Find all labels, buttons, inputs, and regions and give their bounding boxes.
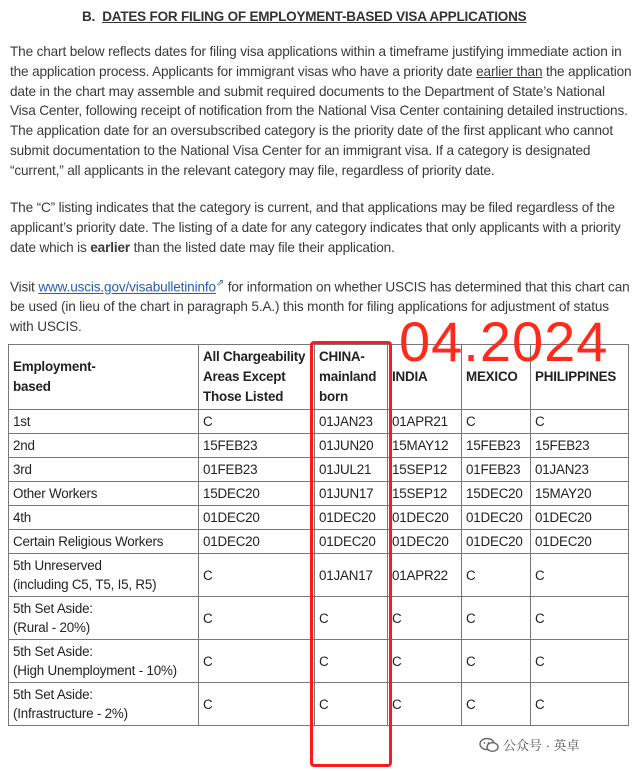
row-date-cell: C [199, 640, 315, 683]
row-category: 5th Set Aside: (Infrastructure - 2%) [9, 683, 199, 726]
row-date-cell: 01DEC20 [199, 506, 315, 530]
header-philippines: PHILIPPINES [531, 345, 629, 410]
row-date-cell: C [531, 640, 629, 683]
row-date-cell: 15FEB23 [199, 434, 315, 458]
row-date-cell: C [315, 640, 388, 683]
bulletin-date-stamp: 04.2024 [399, 310, 609, 373]
row-date-cell: C [531, 554, 629, 597]
row-date-cell: C [315, 597, 388, 640]
row-date-cell: 01DEC20 [315, 530, 388, 554]
section-title: DATES FOR FILING OF EMPLOYMENT-BASED VISA APPLICATIONS [102, 9, 527, 24]
row-date-cell: 15FEB23 [531, 434, 629, 458]
row-date-cell: 15FEB23 [462, 434, 531, 458]
wechat-icon [479, 737, 499, 753]
intro-paragraph [10, 42, 632, 181]
header-mexico: MEXICO [462, 345, 531, 410]
row-category: 4th [9, 506, 199, 530]
row-date-cell: 01JAN17 [315, 554, 388, 597]
row-date-cell: C [199, 410, 315, 434]
header-all-chargeability: All Chargeability Areas Except Those Listed [199, 345, 315, 410]
row-date-cell: 01APR22 [388, 554, 462, 597]
row-date-cell: C [531, 597, 629, 640]
row-date-cell: 15MAY12 [388, 434, 462, 458]
uscis-link[interactable]: www.uscis.gov/visabulletininfo [38, 279, 216, 295]
row-date-cell: C [531, 410, 629, 434]
row-category: Other Workers [9, 482, 199, 506]
row-date-cell: C [199, 683, 315, 726]
row-date-cell: C [315, 683, 388, 726]
row-date-cell: 01JUL21 [315, 458, 388, 482]
external-link-icon: ⇗ [215, 278, 225, 289]
intro-text-start: The chart below reflects dates for filing visa applications within a timeframe justifying immediate action in the application process. Applicants for immigrant visas who have a priority date [10, 44, 622, 79]
row-date-cell: C [462, 597, 531, 640]
row-date-cell: C [462, 640, 531, 683]
row-date-cell: 15MAY20 [531, 482, 629, 506]
row-date-cell: 01DEC20 [199, 530, 315, 554]
row-date-cell: 01DEC20 [388, 530, 462, 554]
row-date-cell: 01DEC20 [531, 530, 629, 554]
row-date-cell: 01DEC20 [462, 530, 531, 554]
current-text-start: The “C” listing indicates that the category is current, and that applications may be filed regardless of the applicant’s priority date. The listing of a date for any category indicates that only applicants with a priority date which is [10, 200, 621, 255]
row-category: 2nd [9, 434, 199, 458]
row-date-cell: C [199, 597, 315, 640]
watermark-text: 公众号 · 英卓 [503, 738, 580, 753]
row-date-cell: 01FEB23 [199, 458, 315, 482]
row-date-cell: 01JUN20 [315, 434, 388, 458]
row-date-cell: 01DEC20 [315, 506, 388, 530]
row-category: 5th Set Aside: (Rural - 20%) [9, 597, 199, 640]
current-listing-paragraph [10, 198, 632, 257]
uscis-text-end: for information on whether USCIS has determined that this chart can be used (in lieu of the chart in paragraph 5.A.) this month for filing applications for adjustment of status with USCIS. [10, 279, 630, 335]
watermark [479, 735, 580, 754]
row-date-cell: C [388, 683, 462, 726]
row-date-cell: C [531, 683, 629, 726]
row-category: Certain Religious Workers [9, 530, 199, 554]
row-date-cell: 01DEC20 [531, 506, 629, 530]
row-date-cell: 01APR21 [388, 410, 462, 434]
row-date-cell: 15SEP12 [388, 458, 462, 482]
row-date-cell: C [462, 554, 531, 597]
section-heading [82, 9, 526, 24]
intro-emphasis: earlier than [476, 63, 543, 79]
row-category: 5th Unreserved (including C5, T5, I5, R5) [9, 554, 199, 597]
current-emphasis: earlier [90, 239, 131, 255]
row-date-cell: 01DEC20 [388, 506, 462, 530]
header-china: CHINA- mainland born [315, 345, 388, 410]
row-date-cell: C [388, 597, 462, 640]
row-category: 5th Set Aside: (High Unemployment - 10%) [9, 640, 199, 683]
row-category: 1st [9, 410, 199, 434]
row-date-cell: 01JUN17 [315, 482, 388, 506]
row-category: 3rd [9, 458, 199, 482]
row-date-cell: 15DEC20 [199, 482, 315, 506]
row-date-cell: C [462, 410, 531, 434]
header-india: INDIA [388, 345, 462, 410]
row-date-cell: C [199, 554, 315, 597]
visit-text: Visit [10, 279, 39, 295]
row-date-cell: 15SEP12 [388, 482, 462, 506]
row-date-cell: 15DEC20 [462, 482, 531, 506]
header-employment-based: Employment- based [9, 345, 199, 410]
row-date-cell: C [388, 640, 462, 683]
section-letter: B. [82, 9, 96, 24]
row-date-cell: C [462, 683, 531, 726]
row-date-cell: 01JAN23 [531, 458, 629, 482]
row-date-cell: 01DEC20 [462, 506, 531, 530]
china-column-highlight [310, 341, 392, 767]
current-text-end: than the listed date may file their application. [130, 239, 395, 255]
intro-text-end: the application date in the chart may assemble and submit required documents to the Department of State’s National Visa Center, following receipt of notification from the National Visa Center containing detailed instructions. The application date for an oversubscribed category is the priority date of the first applicant who cannot submit documentation to the National Visa Center for an immigrant visa. If a category is designated “current,” all applicants in the relevant category may file, regardless of priority date. [10, 63, 632, 178]
row-date-cell: 01JAN23 [315, 410, 388, 434]
row-date-cell: 01FEB23 [462, 458, 531, 482]
